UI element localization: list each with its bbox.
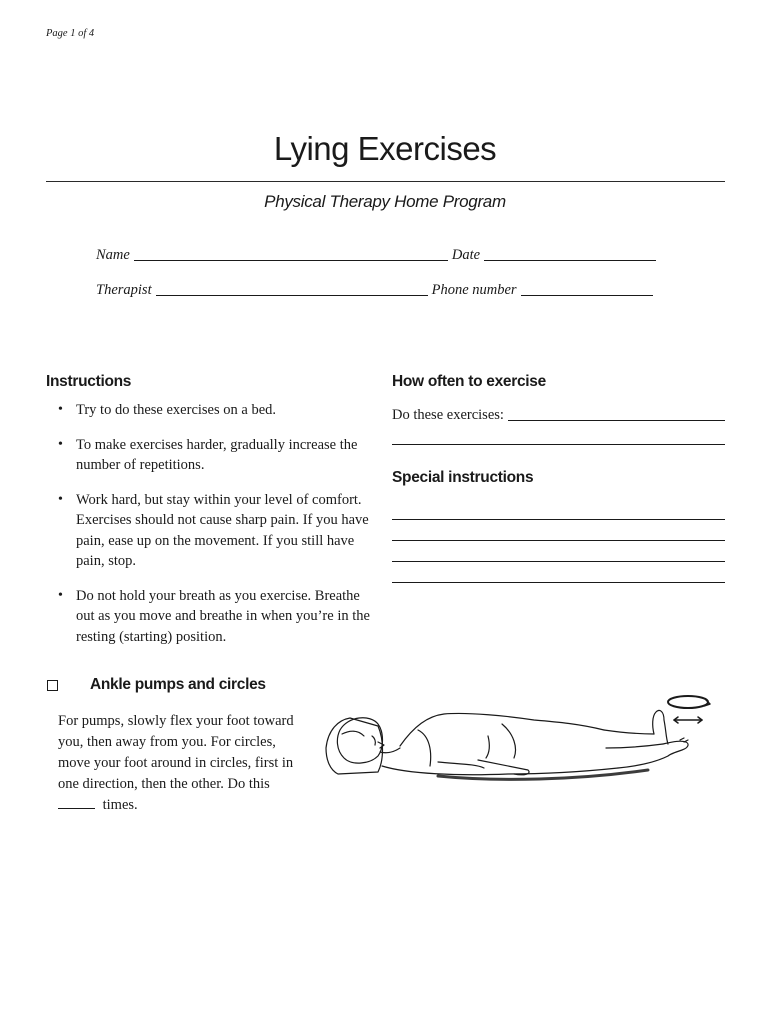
frequency-label: Do these exercises: [392,407,504,423]
document-subtitle: Physical Therapy Home Program [264,192,506,211]
name-date-row [96,247,660,264]
instructions-list [46,400,376,661]
phone-field[interactable] [521,294,653,296]
repetitions-field[interactable] [58,807,95,809]
date-label: Date [451,247,481,263]
frequency-field-line-2[interactable] [392,444,725,445]
person-lying-ankle-exercise-illustration-icon [318,690,718,800]
special-instructions-line-3[interactable] [392,561,725,562]
frequency-heading: How often to exercise [392,373,546,390]
therapist-label: Therapist [96,282,152,298]
exercise-checkbox[interactable] [47,680,58,691]
exercise-description-suffix: times. [102,797,138,813]
exercise-title: Ankle pumps and circles [90,676,266,693]
instructions-heading: Instructions [46,373,132,390]
special-instructions-line-2[interactable] [392,540,725,541]
document-title: Lying Exercises [273,130,497,167]
list-item: • Do not hold your breath as you exercise. Breathe out as you move and breathe in when you’re in the resting (starting) position. [46,586,376,648]
special-instructions-line-1[interactable] [392,519,725,520]
therapist-field[interactable] [156,294,428,296]
name-label: Name [96,247,130,263]
exercise-description-text: For pumps, slowly flex your foot toward you, then away from you. For circles, move your foot around in circles, first in one direction, then the other. Do this [58,713,294,792]
date-field[interactable] [484,259,656,261]
frequency-field[interactable] [508,419,725,421]
frequency-row [392,407,725,424]
name-field[interactable] [134,259,448,261]
title-divider [46,181,725,182]
list-item: • Try to do these exercises on a bed. [46,400,376,421]
special-instructions-heading: Special instructions [392,469,534,486]
page-indicator: Page 1 of 4 [46,28,95,39]
exercise-description [58,711,308,816]
therapist-phone-row [96,282,657,299]
list-item: • To make exercises harder, gradually increase the number of repetitions. [46,435,376,476]
list-item: • Work hard, but stay within your level of comfort. Exercises should not cause sharp pain. If you have pain, ease up on the movement. If you still have pain, stop. [46,490,376,572]
special-instructions-line-4[interactable] [392,582,725,583]
phone-label: Phone number [431,282,517,298]
